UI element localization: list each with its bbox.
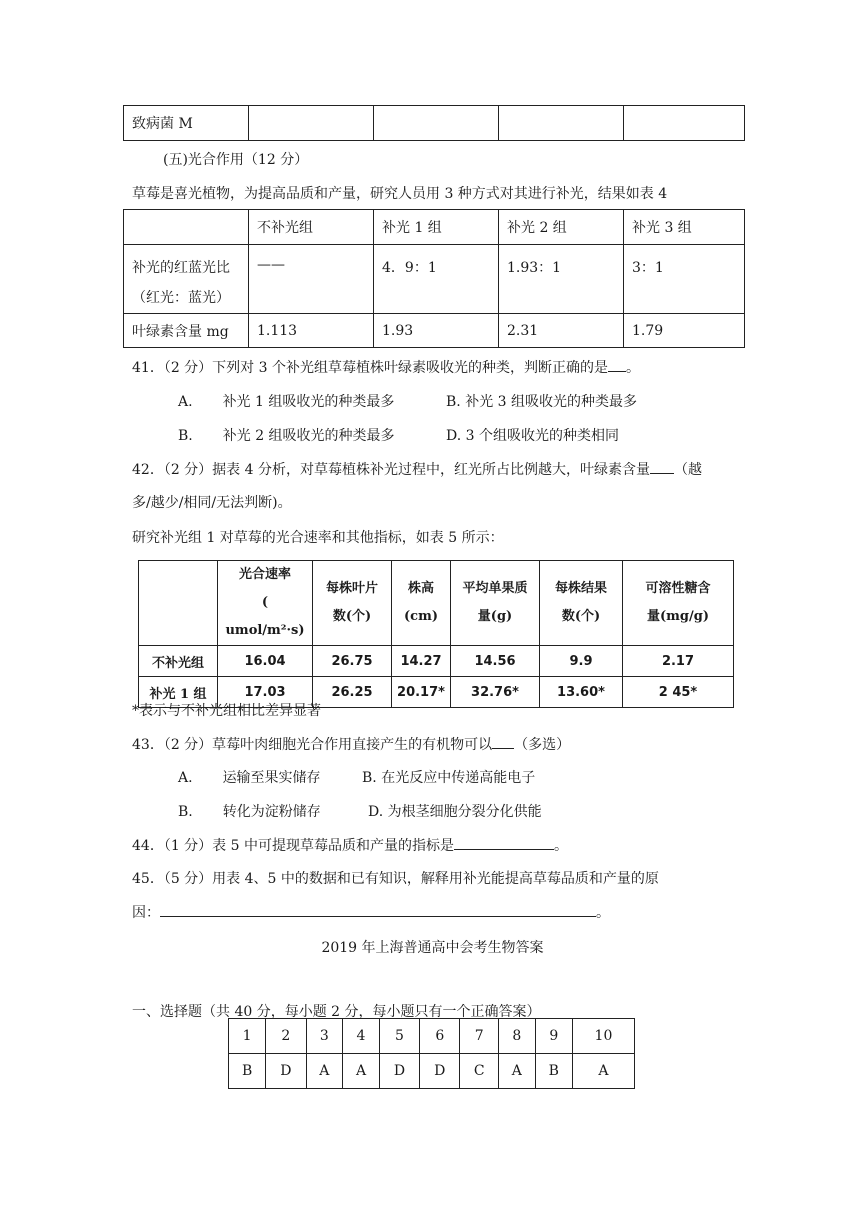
row-label: 不补光组	[139, 646, 218, 677]
answer-key-cell: D	[379, 1054, 419, 1089]
header-line: 可溶性糖含	[645, 581, 711, 596]
header-cell	[623, 561, 734, 646]
question-stem-end: （越	[673, 462, 702, 478]
row-label: 致病菌 M	[124, 106, 249, 141]
question-45-cont	[132, 902, 610, 922]
header-line: 平均单果质	[462, 581, 528, 596]
header-cell	[124, 210, 249, 245]
answer-key-cell: A	[572, 1054, 634, 1089]
question-number-cell: 1	[229, 1019, 266, 1054]
answer-key-table	[228, 1018, 635, 1089]
question-stem-end: 。	[596, 905, 610, 921]
table-row	[124, 210, 745, 245]
table-cell: 26.75	[313, 646, 392, 677]
header-line: 光合速率	[238, 567, 291, 582]
table-cell: 1.113	[249, 314, 374, 348]
option-b: B. 在光反应中传递高能电子	[362, 770, 536, 786]
question-42	[132, 459, 702, 479]
question-number-cell: 5	[379, 1019, 419, 1054]
question-stem: 41．（2 分）下列对 3 个补光组草莓植株叶绿素吸收光的种类，判断正确的是	[132, 360, 608, 376]
table-cell: 3：1	[624, 245, 745, 314]
table-cell: 9.9	[540, 646, 623, 677]
answer-blank	[492, 734, 514, 749]
question-41	[132, 357, 640, 377]
header-cell: 不补光组	[249, 210, 374, 245]
question-42-cont: 多/越少/相同/无法判断)。	[132, 495, 292, 511]
option-text: 补光 2 组吸收光的种类最多	[222, 428, 395, 444]
pathogen-table	[123, 105, 745, 141]
table-cell: 26.25	[313, 677, 392, 708]
header-line: ( umol/m²·s)	[225, 595, 305, 638]
header-line: 每株结果	[554, 581, 607, 596]
option-a	[178, 767, 321, 787]
question-number-cell: 7	[460, 1019, 499, 1054]
question-stem-end: 。	[625, 360, 640, 376]
table-row	[139, 561, 734, 646]
header-cell	[313, 561, 392, 646]
section-intro: 草莓是喜光植物，为提高品质和产量，研究人员用 3 种方式对其进行补光，结果如表 4	[132, 186, 668, 202]
table-cell: 17.03	[218, 677, 313, 708]
question-number-cell: 8	[499, 1019, 536, 1054]
section-heading: (五)光合作用（12 分）	[163, 152, 309, 168]
answer-blank	[608, 357, 626, 372]
answer-key-cell: A	[306, 1054, 343, 1089]
table-cell: 20.17*	[392, 677, 451, 708]
answer-blank	[160, 902, 596, 917]
header-line: (cm)	[404, 609, 438, 624]
option-letter: B.	[178, 804, 193, 820]
question-45: 45．（5 分）用表 4、5 中的数据和已有知识，解释用补光能提高草莓品质和产量的原	[132, 871, 659, 887]
table-row	[139, 646, 734, 677]
answer-key-cell: D	[266, 1054, 306, 1089]
table-5-note: *表示与不补光组相比差异显著	[132, 703, 321, 719]
header-line: 株高	[407, 581, 434, 596]
header-cell	[392, 561, 451, 646]
row-label-line: （红光：蓝光）	[132, 290, 230, 306]
table-cell: 2.17	[623, 646, 734, 677]
table-cell	[499, 106, 624, 141]
header-cell: 补光 3 组	[624, 210, 745, 245]
header-cell	[218, 561, 313, 646]
header-cell	[540, 561, 623, 646]
answers-title: 2019 年上海普通高中会考生物答案	[321, 940, 544, 956]
option-text: 运输至果实储存	[222, 770, 321, 786]
option-d: D. 3 个组吸收光的种类相同	[446, 428, 619, 444]
question-stem: 42．（2 分）据表 4 分析，对草莓植株补光过程中，红光所占比例越大，叶绿素含量	[132, 462, 650, 478]
header-line: 数(个)	[332, 609, 372, 624]
question-number-cell: 10	[572, 1019, 634, 1054]
header-cell	[139, 561, 218, 646]
question-number-cell: 6	[420, 1019, 460, 1054]
table-cell: 2 45*	[623, 677, 734, 708]
answer-key-cell: C	[460, 1054, 499, 1089]
option-c	[178, 801, 321, 821]
header-line: 每株叶片	[325, 581, 378, 596]
question-number-cell: 4	[343, 1019, 380, 1054]
header-line: 量(mg/g)	[647, 609, 709, 624]
table-row	[229, 1019, 635, 1054]
question-43	[132, 734, 570, 754]
question-number-cell: 2	[266, 1019, 306, 1054]
option-letter: A.	[178, 770, 193, 786]
question-44	[132, 835, 568, 855]
option-b: B. 补光 3 组吸收光的种类最多	[446, 394, 637, 410]
row-label: 叶绿素含量 mg	[124, 314, 249, 348]
option-text: 补光 1 组吸收光的种类最多	[222, 394, 395, 410]
option-d: D. 为根茎细胞分裂分化供能	[368, 804, 542, 820]
question-stem-end: 。	[553, 838, 568, 854]
table-cell: 1.79	[624, 314, 745, 348]
answer-blank	[454, 835, 554, 850]
table-row	[229, 1054, 635, 1089]
answer-blank	[650, 459, 674, 474]
question-stem: 44．（1 分）表 5 中可提现草莓品质和产量的指标是	[132, 838, 454, 854]
row-label	[124, 245, 249, 314]
option-c	[178, 425, 395, 445]
question-number-cell: 3	[306, 1019, 343, 1054]
answer-key-cell: B	[535, 1054, 572, 1089]
table-cell: 1.93	[374, 314, 499, 348]
header-cell: 补光 1 组	[374, 210, 499, 245]
option-a	[178, 391, 394, 411]
table-cell	[624, 106, 745, 141]
table-cell: 4．9：1	[374, 245, 499, 314]
table-cell: 14.56	[451, 646, 540, 677]
header-cell	[451, 561, 540, 646]
table-cell	[374, 106, 499, 141]
option-letter: B.	[178, 428, 193, 444]
row-label: 补光 1 组	[139, 677, 218, 708]
option-letter: A.	[178, 394, 193, 410]
answers-section-heading: 一、选择题（共 40 分，每小题 2 分，每小题只有一个正确答案）	[132, 1004, 541, 1020]
table-row	[124, 106, 745, 141]
answer-key-cell: D	[420, 1054, 460, 1089]
table-row	[124, 314, 745, 348]
table-cell: 2.31	[499, 314, 624, 348]
answer-key-cell: A	[343, 1054, 380, 1089]
table-cell: 1.93：1	[499, 245, 624, 314]
table-cell: 13.60*	[540, 677, 623, 708]
question-number-cell: 9	[535, 1019, 572, 1054]
table-cell: 16.04	[218, 646, 313, 677]
table-5-intro: 研究补光组 1 对草莓的光合速率和其他指标，如表 5 所示：	[132, 530, 504, 546]
option-text: 转化为淀粉储存	[222, 804, 321, 820]
row-label-line: 补光的红蓝光比	[132, 260, 230, 276]
answer-key-cell: A	[499, 1054, 536, 1089]
header-cell: 补光 2 组	[499, 210, 624, 245]
table-row	[124, 245, 745, 314]
question-stem: 43．（2 分）草莓叶肉细胞光合作用直接产生的有机物可以	[132, 737, 493, 753]
table-4	[123, 209, 745, 348]
table-5	[138, 560, 734, 708]
table-cell	[249, 106, 374, 141]
header-line: 量(g)	[477, 609, 513, 624]
question-stem: 因：	[132, 905, 160, 921]
header-line: 数(个)	[561, 609, 601, 624]
table-cell: 32.76*	[451, 677, 540, 708]
answer-key-cell: B	[229, 1054, 266, 1089]
table-cell: ——	[249, 245, 374, 314]
table-cell: 14.27	[392, 646, 451, 677]
question-stem-end: （多选）	[514, 737, 571, 753]
